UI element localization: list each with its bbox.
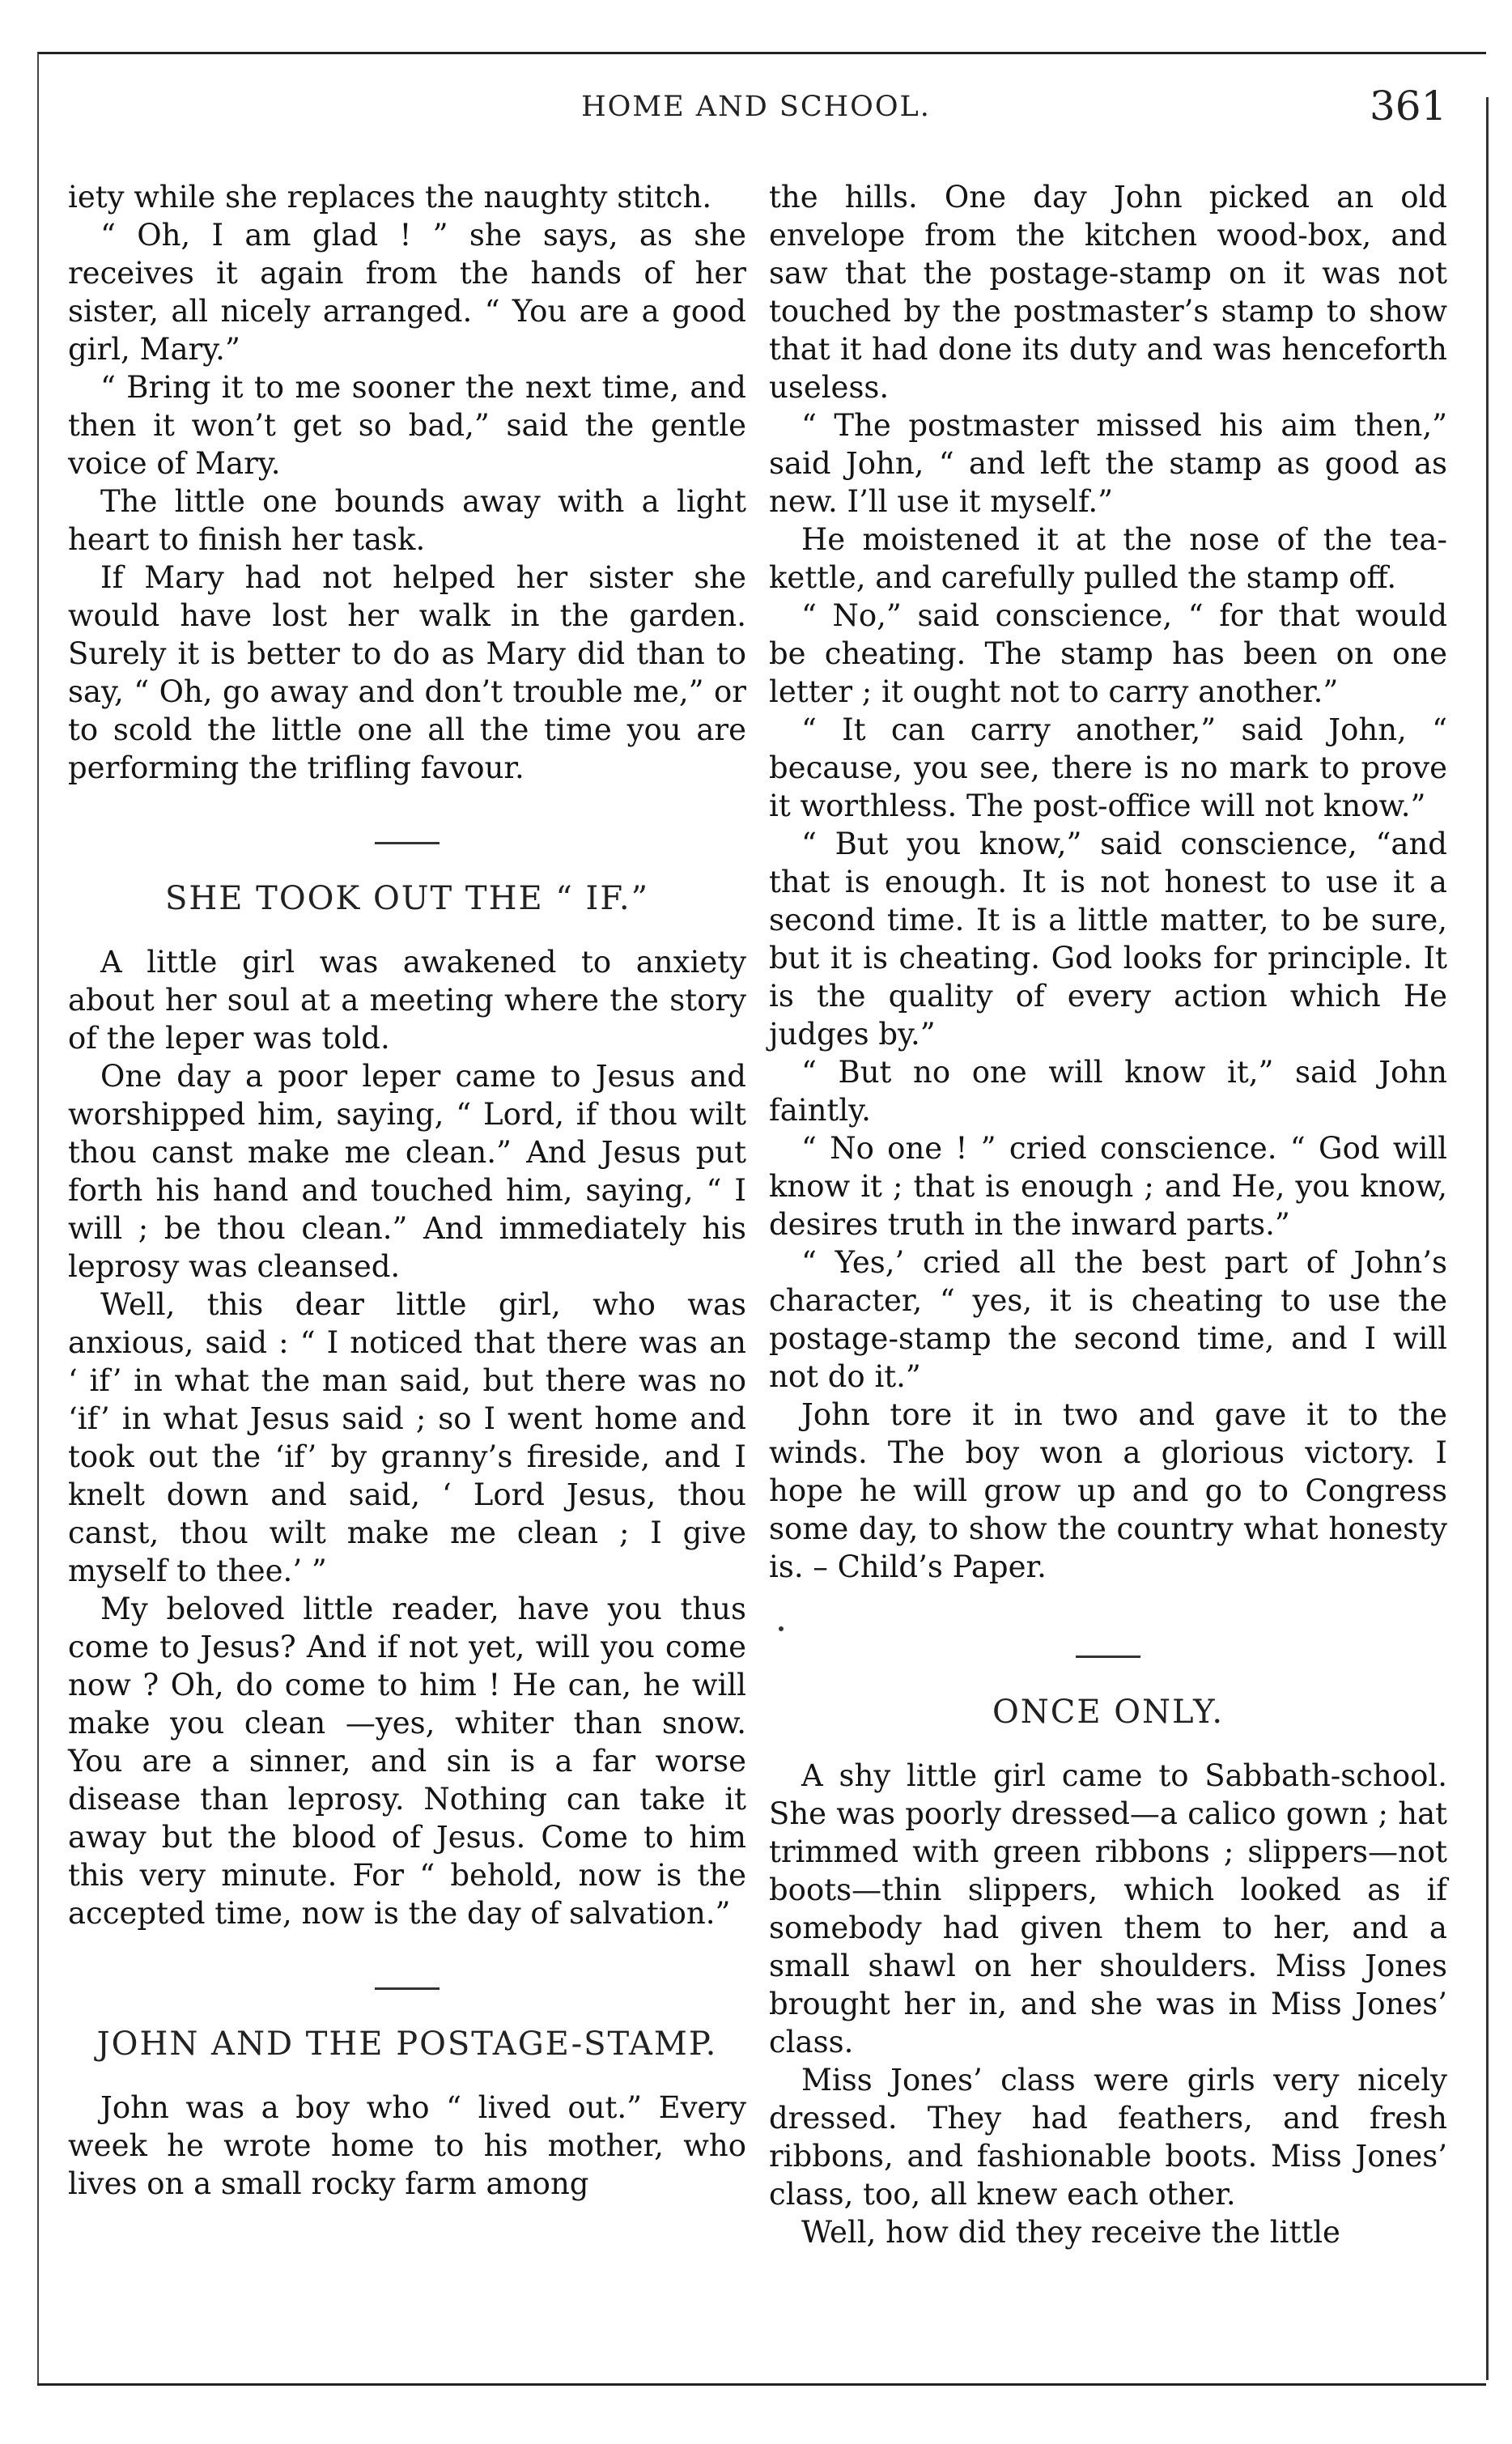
paragraph: “ The postmaster missed his aim then,” said John, “ and left the stamp as good as new. I’ll use it myself.”: [769, 408, 1447, 519]
paragraph: Miss Jones’ class were girls very nicely dressed. They had feathers, and fresh ribbons, and fashionable boots. Miss Jones’ class, too, all knew each other.: [769, 2063, 1447, 2212]
paragraph: “ No one ! ” cried conscience. “ God will know it ; that is enough ; and He, you know, desires truth in the inward parts.”: [769, 1131, 1447, 1242]
paragraph: One day a poor leper came to Jesus and worshipped him, saying, “ Lord, if thou wilt thou canst make me clean.” And Jesus put forth his hand and touched him, saying, “ I will ; be thou clean.” And immediately his leprosy was cleansed.: [68, 1059, 746, 1284]
left-column: [68, 178, 746, 2203]
paragraph: John tore it in two and gave it to the winds. The boy won a glorious victory. I hope he will grow up and go to Congress some day, to show the country what honesty is. – Child’s Paper.: [769, 1397, 1447, 1584]
page-number: 361: [1370, 83, 1447, 130]
bottom-border-rule: [37, 2383, 1486, 2386]
paragraph: “ Bring it to me sooner the next time, and then it won’t get so bad,” said the gentle voice of Mary.: [68, 370, 746, 481]
paragraph: John was a boy who “ lived out.” Every week he wrote home to his mother, who lives on a small rocky farm among: [68, 2090, 746, 2201]
paragraph: “ Oh, I am glad ! ” she says, as she receives it again from the hands of her sister, all nicely arranged. “ You are a good girl, Mary.”: [68, 218, 746, 367]
paragraph: If Mary had not helped her sister she would have lost her walk in the garden. Surely it is better to do as Mary did than to say, “ Oh, go away and don’t trouble me,” or to scold the little one all the time you are performing the trifling favour.: [68, 560, 746, 785]
section-title-john-and-the-postage-stamp: JOHN AND THE POSTAGE-STAMP.: [96, 2025, 718, 2063]
section-title-she-took-out-the-if: SHE TOOK OUT THE “ IF.”: [164, 880, 650, 917]
paragraph: The little one bounds away with a light heart to finish her task.: [68, 484, 746, 557]
section-title-once-only: ONCE ONLY.: [992, 1694, 1225, 1731]
section-divider: [1076, 1656, 1140, 1658]
right-column: [769, 178, 1447, 2251]
paragraph: “ But you know,” said conscience, “and that is enough. It is not honest to use it a second time. It is a little matter, to be sure, but it is cheating. God looks for principle. It is the quality of every action which He judges by.”: [769, 827, 1447, 1052]
paragraph: the hills. One day John picked an old envelope from the kitchen wood-box, and saw that the postage-stamp on it was not touched by the postmaster’s stamp to show that it had done its duty and was henceforth useless.: [769, 180, 1447, 405]
running-header: HOME AND SCHOOL.: [581, 91, 931, 123]
section-divider: [375, 1987, 440, 1990]
paragraph: “ Yes,’ cried all the best part of John’s character, “ yes, it is cheating to use the postage-stamp the second time, and I will not do it.”: [769, 1245, 1447, 1394]
paragraph: Well, how did they receive the little: [801, 2215, 1340, 2250]
paragraph: iety while she replaces the naughty stitch.: [68, 180, 712, 215]
paragraph: “ No,” said conscience, “ for that would be cheating. The stamp has been on one letter ; it ought not to carry another.”: [769, 598, 1447, 709]
printer-mark: [779, 1626, 784, 1631]
paragraph: He moistened it at the nose of the tea-kettle, and carefully pulled the stamp off.: [769, 522, 1447, 595]
paragraph: My beloved little reader, have you thus come to Jesus? And if not yet, will you come now ? Oh, do come to him ! He can, he will make you clean —yes, whiter than snow. You are a sinner, and sin is a far worse disease than leprosy. Nothing can take it away but the blood of Jesus. Come to him this very minute. For “ behold, now is the accepted time, now is the day of salvation.”: [68, 1592, 746, 1931]
paragraph: A shy little girl came to Sabbath-school. She was poorly dressed—a calico gown ; hat trimmed with green ribbons ; slippers—not boots—thin slippers, which looked as if somebody had given them to her, and a small shawl on her shoulders. Miss Jones brought her in, and she was in Miss Jones’ class.: [769, 1758, 1447, 2059]
paragraph: “ It can carry another,” said John, “ because, you see, there is no mark to prove it worthless. The post-office will not know.”: [769, 712, 1447, 823]
paragraph: Well, this dear little girl, who was anxious, said : “ I noticed that there was an ‘ if’ in what the man said, but there was no ‘if’ in what Jesus said ; so I went home and took out the ‘if’ by granny’s fireside, and I knelt down and said, ‘ Lord Jesus, thou canst, thou wilt make me clean ; I give myself to thee.’ ”: [68, 1287, 746, 1588]
paragraph: “ But no one will know it,” said John faintly.: [769, 1055, 1447, 1128]
section-divider: [375, 842, 440, 844]
paragraph: A little girl was awakened to anxiety about her soul at a meeting where the story of the leper was told.: [68, 945, 746, 1056]
right-border-rule: [1486, 97, 1489, 2380]
